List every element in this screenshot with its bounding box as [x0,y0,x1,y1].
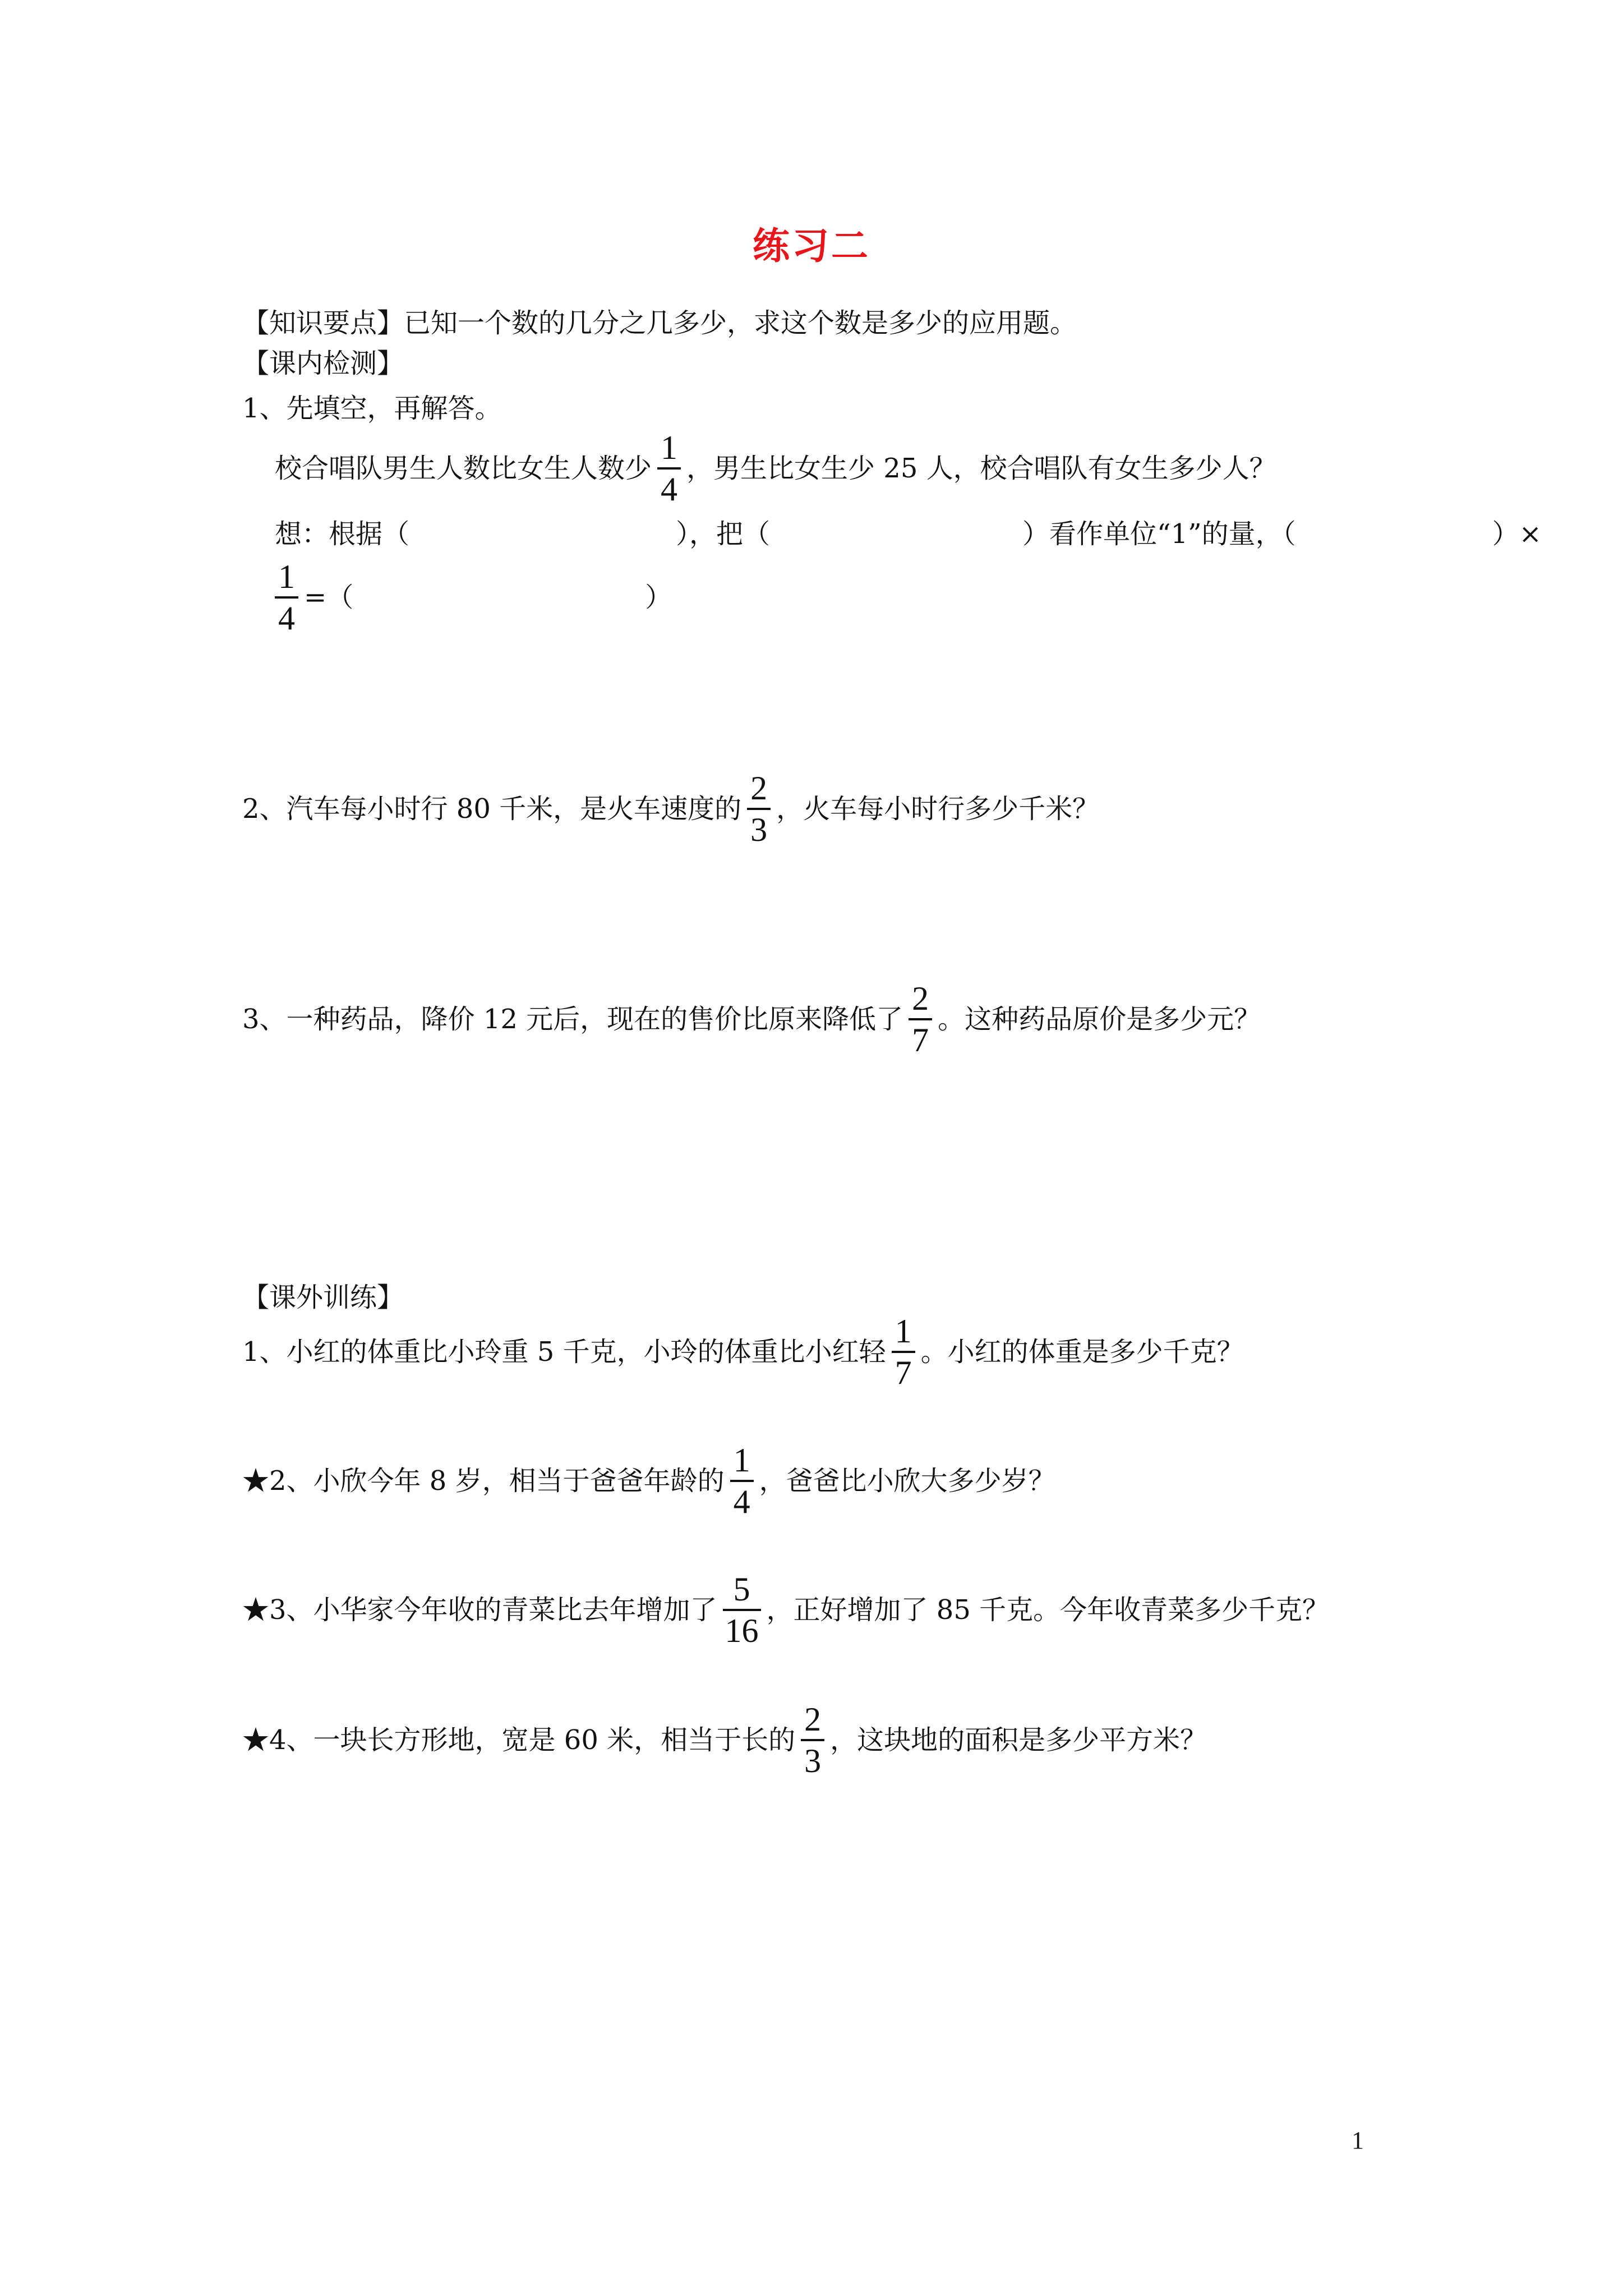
question-1-equation [269,558,672,637]
fraction-bar [723,1609,761,1611]
e3-text-b: ，正好增加了 85 千克。今年收青菜多少千克？ [766,1594,1330,1626]
fraction-denominator: 3 [750,811,768,848]
exercise-4 [242,1701,1207,1779]
fraction-denominator: 4 [661,471,678,508]
fraction-numerator: 2 [804,1701,822,1738]
question-2 [242,770,1099,848]
q1-stem-b: ，男生比女生少 25 人，校合唱队有女生多少人？ [686,453,1276,484]
fraction-bar [275,596,298,599]
fraction-bar [909,1018,932,1020]
q2-text-a: 2、汽车每小时行 80 千米，是火车速度的 [242,793,742,825]
q2-text-b: ，火车每小时行多少千米？ [776,793,1100,825]
fraction-denominator: 7 [912,1022,929,1059]
q1-intro-text: 1、先填空，再解答。 [242,393,502,424]
exercise-2 [242,1442,1055,1520]
page-number: 1 [1352,2127,1364,2154]
exercise-1 [242,1313,1244,1391]
fraction-bar [657,467,681,470]
fraction-numerator: 2 [912,980,929,1017]
fraction [747,770,771,848]
fraction-denominator: 4 [278,600,295,637]
q1-think-b: ），把（ [676,518,771,550]
fraction-bar [892,1351,915,1353]
section-header-after-class [242,1281,404,1314]
e4-text-b: ，这块地的面积是多少平方米？ [830,1724,1207,1756]
q1-eq-a: =（ [304,582,354,613]
fraction-denominator: 3 [804,1742,822,1779]
fraction [723,1571,761,1649]
knowledge-text: 【知识要点】已知一个数的几分之几多少，求这个数是多少的应用题。 [242,307,1077,339]
question-1-think [275,517,1542,551]
e1-text-a: 1、小红的体重比小玲重 5 千克，小玲的体重比小红轻 [242,1336,886,1368]
e1-text-b: 。小红的体重是多少千克？ [920,1336,1244,1368]
section-header-in-class [242,347,404,380]
question-1-intro [242,392,502,425]
q1-think-c: ）看作单位“1”的量，（ [1022,518,1296,550]
fraction-bar [747,808,771,810]
e2-text-b: ，爸爸比小欣大多少岁？ [759,1465,1055,1497]
fraction-denominator: 7 [895,1354,912,1391]
e4-text-a: ★4、一块长方形地，宽是 60 米，相当于长的 [242,1724,796,1756]
knowledge-points [242,306,1077,340]
fraction-numerator: 5 [733,1571,750,1608]
e2-text-a: ★2、小欣今年 8 岁，相当于爸爸年龄的 [242,1465,725,1497]
after-class-header: 【课外训练】 [242,1282,404,1313]
q3-text-b: 。这种药品原价是多少元？ [938,1004,1261,1035]
q1-think-a: 想：根据（ [275,518,410,550]
in-class-header: 【课内检测】 [242,348,404,379]
question-3 [242,980,1261,1059]
fraction-denominator: 4 [733,1483,750,1520]
fraction [730,1442,754,1520]
page-title: 练习二 [753,224,870,268]
fraction [909,980,932,1059]
exercise-3 [242,1571,1329,1649]
q1-eq-b: ） [645,582,672,613]
q1-think-d: ）× [1492,518,1542,550]
fraction-numerator: 1 [278,558,295,595]
fraction [801,1701,824,1779]
e3-text-a: ★3、小华家今年收的青菜比去年增加了 [242,1594,717,1626]
fraction-numerator: 2 [750,770,768,807]
fraction-numerator: 1 [895,1313,912,1350]
fraction-bar [801,1739,824,1741]
fraction-bar [730,1480,754,1482]
fraction-denominator: 16 [725,1612,759,1649]
fraction-numerator: 1 [733,1442,750,1479]
q1-stem-a: 校合唱队男生人数比女生人数少 [275,453,652,484]
fraction [275,558,298,637]
fraction-numerator: 1 [661,429,678,466]
question-1-stem [275,429,1276,508]
fraction [892,1313,915,1391]
q3-text-a: 3、一种药品，降价 12 元后，现在的售价比原来降低了 [242,1004,903,1035]
fraction [657,429,681,508]
